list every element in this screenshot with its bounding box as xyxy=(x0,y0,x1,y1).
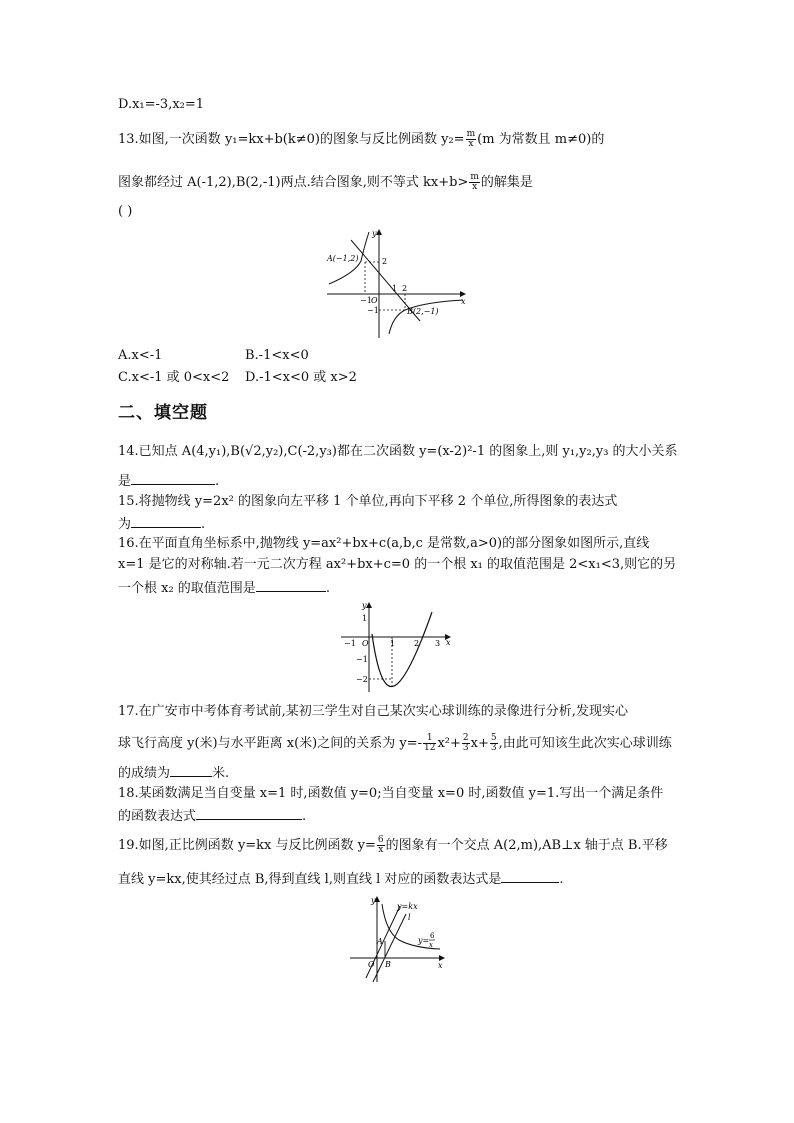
q19-hyperbola-label-num: 6 xyxy=(430,932,435,940)
q13-line2 xyxy=(118,173,533,192)
q16-tick-x2: 2 xyxy=(414,639,420,648)
q16-tick-x3: 3 xyxy=(435,639,441,648)
q18-line1: 18.某函数满足当自变量 x=1 时,函数值 y=0;当自变量 x=0 时,函数值 y=1.写出一个满足条件 xyxy=(118,786,664,801)
q16-tick-y1: 1 xyxy=(362,614,368,623)
q17-text-2c: x+ xyxy=(470,736,489,751)
q13-text-1b: (m 为常数且 m≠0)的 xyxy=(477,132,605,147)
q16-tick-x-neg1: −1 xyxy=(344,639,356,648)
q19-text-1b: 的图象有一个交点 A(2,m),AB⊥x 轴于点 B.平移 xyxy=(385,838,668,853)
q19-origin-label: O xyxy=(368,960,375,969)
q17-text-3b: 米. xyxy=(212,766,230,781)
q13-tick-x1: 1 xyxy=(392,284,398,293)
q13-text-2a: 图象都经过 A(-1,2),B(2,-1)两点.结合图象,则不等式 kx+b> xyxy=(118,175,469,190)
q14-line1: 14.已知点 A(4,y₁),B(√2,y₂),C(-2,y₃)都在二次函数 y=(x-2)²-1 的图象上,则 y₁,y₂,y₃ 的大小关系 xyxy=(118,444,678,459)
q13-fraction-m-over-x: $\frac{m}{x}$ xyxy=(466,129,476,149)
q13-tick-y2: 2 xyxy=(382,257,388,266)
q14-line2: 是 . xyxy=(118,471,219,491)
q19-text: 直线 y=kx,使其经过点 B,得到直线 l,则直线 l 对应的函数表达式是 xyxy=(118,872,502,887)
q17-line1: 17.在广安市中考体育考试前,某初三学生对自己某次实心球训练的录像进行分析,发现实心 xyxy=(118,704,628,719)
q13-y-label: y xyxy=(372,229,377,238)
q19-line2: 直线 y=kx,使其经过点 B,得到直线 l,则直线 l 对应的函数表达式是 . xyxy=(118,869,564,889)
q19-line-l-label: l xyxy=(408,913,411,922)
q12-option-d: D.x₁=-3,x₂=1 xyxy=(118,97,205,112)
q17-line2 xyxy=(118,734,672,753)
q17-text-2d: ,由此可知该生此次实心球训练 xyxy=(498,736,672,751)
q13-text-2b: 的解集是 xyxy=(480,175,533,190)
q16-tick-y-neg2: −2 xyxy=(356,675,368,684)
q19-y-label: y xyxy=(371,896,376,905)
q19-line1 xyxy=(118,836,668,855)
q19-line-l xyxy=(373,914,406,982)
q17-line3 xyxy=(118,763,229,783)
q16-text: 一个根 x₂ 的取值范围是 xyxy=(118,581,256,596)
q13-graph xyxy=(325,226,470,341)
section-title-fill-in: 二、填空题 xyxy=(118,403,208,423)
q13-option-d: D.-1<x<0 或 x>2 xyxy=(245,370,357,385)
q13-text-1a: 13.如图,一次函数 y₁=kx+b(k≠0)的图象与反比例函数 y₂= xyxy=(118,132,465,147)
q15-text: 为 xyxy=(118,517,132,532)
q14-text: 是 xyxy=(118,474,132,489)
q19-hyperbola-label-prefix: y= xyxy=(418,936,430,945)
q13-option-a: A.x<-1 xyxy=(118,348,163,363)
q19-x-label: x xyxy=(438,961,443,970)
q17-text-2b: x²+ xyxy=(437,736,461,751)
q16-line3: 一个根 x₂ 的取值范围是 . xyxy=(118,578,330,598)
q13-fraction-m-over-x-2: $\frac{m}{x}$ xyxy=(470,172,479,192)
q13-tick-y-neg1: −1 xyxy=(367,306,379,315)
q16-line2: x=1 是它的对称轴.若一元二次方程 ax²+bx+c=0 的一个根 x₁ 的取值范围是 2<x₁<3,则它的另 xyxy=(118,557,677,572)
q19-graph xyxy=(344,894,450,984)
q16-graph xyxy=(338,600,458,695)
q13-tick-x2: 2 xyxy=(402,284,408,293)
q19-point-b-label: B xyxy=(385,960,391,969)
q15-line2: 为 . xyxy=(118,514,205,534)
q13-option-c: C.x<-1 或 0<x<2 xyxy=(118,370,230,385)
q13-x-label: x xyxy=(461,297,466,306)
q13-line1 xyxy=(118,130,604,149)
q17-text-2a: 球飞行高度 y(米)与水平距离 x(米)之间的关系为 y=- xyxy=(118,736,422,751)
q19-answer-blank[interactable] xyxy=(501,869,559,883)
q16-parabola xyxy=(372,612,432,687)
q19-point-a-label: A xyxy=(377,937,383,946)
q18-answer-blank[interactable] xyxy=(196,806,302,820)
q17-fraction-1-12: $\frac{1}{12}$ xyxy=(424,733,436,753)
q13-answer-paren: ( ) xyxy=(118,204,133,219)
q16-y-label: y xyxy=(362,601,367,610)
q18-line2: 的函数表达式 . xyxy=(118,806,306,826)
q13-tick-x-neg1: −1 xyxy=(360,296,372,305)
q16-tick-y-neg1: −1 xyxy=(356,655,368,664)
q17-answer-blank[interactable] xyxy=(170,763,212,777)
q19-fraction-6-x: $\frac{6}{x}$ xyxy=(377,835,384,855)
q17-text-3a: 的成绩为 xyxy=(118,766,171,781)
q13-point-b-label: B(2,−1) xyxy=(407,307,439,316)
q13-hyperbola-branch-right xyxy=(389,300,463,334)
q13-option-b: B.-1<x<0 xyxy=(245,348,309,363)
q17-fraction-2-3: $\frac{2}{3}$ xyxy=(462,733,469,753)
q18-text: 的函数表达式 xyxy=(118,809,197,824)
q19-line-kx-label: y=kx xyxy=(397,902,418,911)
q16-line1: 16.在平面直角坐标系中,抛物线 y=ax²+bx+c(a,b,c 是常数,a>0)的部分图象如图所示,直线 xyxy=(118,536,650,551)
q14-answer-blank[interactable] xyxy=(131,471,215,485)
q16-tick-x1: 1 xyxy=(390,639,396,648)
q19-hyperbola-label-den: x xyxy=(429,941,433,949)
q13-origin-label: O xyxy=(371,296,378,305)
q16-origin-label: O xyxy=(362,639,369,648)
q13-point-a-label: A(−1,2) xyxy=(327,254,359,263)
q15-line1: 15.将抛物线 y=2x² 的图象向左平移 1 个单位,再向下平移 2 个单位,所得图象的表达式 xyxy=(118,494,618,509)
q17-fraction-5-3: $\frac{5}{3}$ xyxy=(490,733,497,753)
q16-answer-blank[interactable] xyxy=(256,578,326,592)
q16-x-label: x xyxy=(446,638,451,647)
q15-answer-blank[interactable] xyxy=(131,514,201,528)
q19-text-1a: 19.如图,正比例函数 y=kx 与反比例函数 y= xyxy=(118,838,376,853)
